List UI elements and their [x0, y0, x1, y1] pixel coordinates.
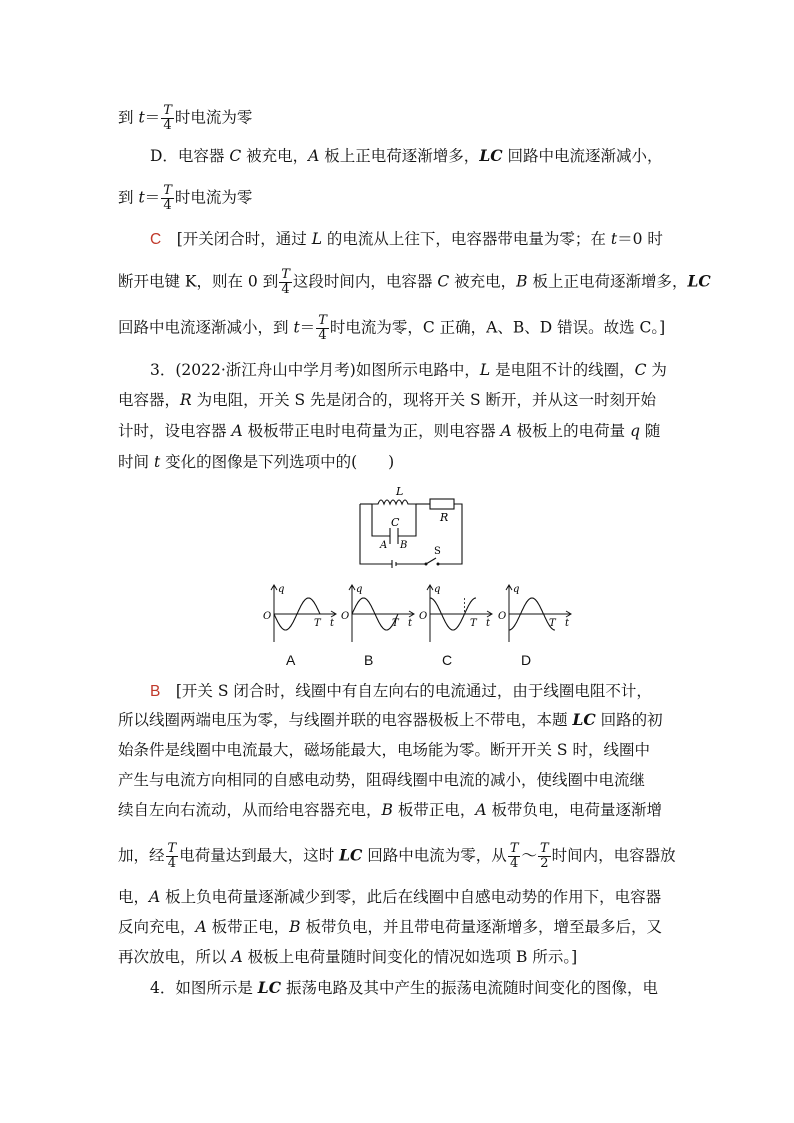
answer-3-line-9: 再次放电，所以 A 极板上电荷量随时间变化的情况如选项 B 所示。]	[118, 948, 578, 966]
origin-label: O	[341, 611, 350, 622]
t-axis-label: t	[408, 618, 413, 629]
answer-3-line-1: B [开关 S 闭合时，线圈中有自左向右的电流通过，由于线圈电阻不计，	[150, 682, 652, 700]
t-period-label: T	[392, 618, 399, 629]
option-c-tail: 到 t＝ $\frac{T}{4}$ 时电流为零	[118, 103, 253, 133]
graph-option-label: A	[286, 652, 296, 668]
q-label: q	[278, 584, 285, 595]
answer-2-line-3: 回路中电流逐渐减小，到 t＝ $\frac{T}{4}$ 时电流为零，C 正确，A、B、D 错误。故选 C。]	[118, 313, 666, 343]
graph-option-label: C	[442, 652, 453, 668]
graph-option-label: B	[364, 652, 374, 668]
graph-option-c	[418, 582, 496, 648]
fraction-t-over-4: $\frac{T}{4}$	[509, 841, 519, 871]
fraction-t-over-4: $\frac{T}{4}$	[163, 103, 172, 133]
q-label: q	[356, 584, 363, 595]
origin-label: O	[498, 611, 507, 622]
answer-2-line-2: 断开电键 K，则在 0 到 $\frac{T}{4}$ 这段时间内，电容器 C 被充电，B 板上正电荷逐渐增多，LC	[118, 267, 711, 297]
answer-3-line-3: 始条件是线圈中电流最大，磁场能最大，电场能为零。断开开关 S 时，线圈中	[118, 741, 650, 759]
answer-3-line-2: 所以线圈两端电压为零，与线圈并联的电容器极板上不带电，本题 LC 回路的初	[118, 710, 663, 729]
t-axis-label: t	[565, 618, 570, 629]
answer-letter: C	[150, 231, 162, 248]
q-label: q	[434, 584, 441, 595]
fraction-t-over-4: $\frac{T}{4}$	[163, 183, 172, 213]
label-l: L	[396, 485, 404, 498]
question-3-line-2: 电容器，R 为电阻，开关 S 先是闭合的，现将开关 S 断开，并从这一时刻开始	[118, 391, 657, 409]
t-axis-label: t	[486, 618, 491, 629]
fraction-t-over-2: $\frac{T}{2}$	[540, 841, 549, 871]
answer-3-line-8: 反向充电，A 板带正电，B 板带负电，并且带电荷量逐渐增多，增至最多后，又	[118, 918, 662, 936]
fraction-t-over-4: $\frac{T}{4}$	[167, 841, 177, 871]
label-s: S	[434, 546, 441, 557]
graph-option-d	[497, 582, 575, 648]
question-3-line-4: 时间 t 变化的图像是下列选项中的( )	[118, 453, 395, 471]
question-4-line-1: 4．如图所示是 LC 振荡电路及其中产生的振荡电流随时间变化的图像，电	[150, 978, 658, 997]
graph-option-a	[262, 582, 340, 648]
option-d: D．电容器 C 被充电，A 板上正电荷逐渐增多，LC 回路中电流逐渐减小，	[150, 146, 663, 165]
label-c: C	[391, 516, 400, 529]
circuit-diagram	[356, 484, 468, 570]
answer-3-line-7: 电，A 板上负电荷量逐渐减少到零，此后在线圈中自感电动势的作用下，电容器	[118, 888, 662, 906]
origin-label: O	[419, 611, 428, 622]
option-d-tail: 到 t＝ $\frac{T}{4}$ 时电流为零	[118, 183, 253, 213]
t-period-label: T	[314, 618, 321, 629]
answer-3-line-5: 续自左向右流动，从而给电容器充电，B 板带正电，A 板带负电，电荷量逐渐增	[118, 801, 662, 819]
label-r: R	[440, 511, 449, 524]
fraction-t-over-4: $\frac{T}{4}$	[281, 267, 290, 297]
question-3-line-3: 计时，设电容器 A 极板带正电时电荷量为正，则电容器 A 极板上的电荷量 q 随	[118, 422, 661, 440]
origin-label: O	[263, 611, 272, 622]
graph-option-label: D	[521, 652, 532, 668]
label-a: A	[380, 540, 388, 551]
label-b: B	[400, 540, 408, 551]
answer-3-line-4: 产生与电流方向相同的自感电动势，阻碍线圈中电流的减小，使线圈中电流继	[118, 771, 646, 789]
fraction-t-over-4: $\frac{T}{4}$	[318, 313, 327, 343]
answer-2-line-1: C [开关闭合时，通过 L 的电流从上往下，电容器带电量为零；在 t＝0 时	[150, 230, 663, 248]
t-period-label: T	[470, 618, 477, 629]
graph-option-b	[340, 582, 418, 648]
answer-3-line-6: 加，经 $\frac{T}{4}$ 电荷量达到最大，这时 LC 回路中电流为零，从 $\frac{T}{4}$ ～ $\frac{T}{2}$ 时间内，电容器放	[118, 841, 676, 871]
t-axis-label: t	[330, 618, 335, 629]
q-label: q	[513, 584, 520, 595]
t-period-label: T	[549, 618, 556, 629]
answer-letter: B	[150, 683, 161, 700]
question-3-line-1: 3．(2022·浙江舟山中学月考)如图所示电路中，L 是电阻不计的线圈，C 为	[150, 361, 667, 379]
